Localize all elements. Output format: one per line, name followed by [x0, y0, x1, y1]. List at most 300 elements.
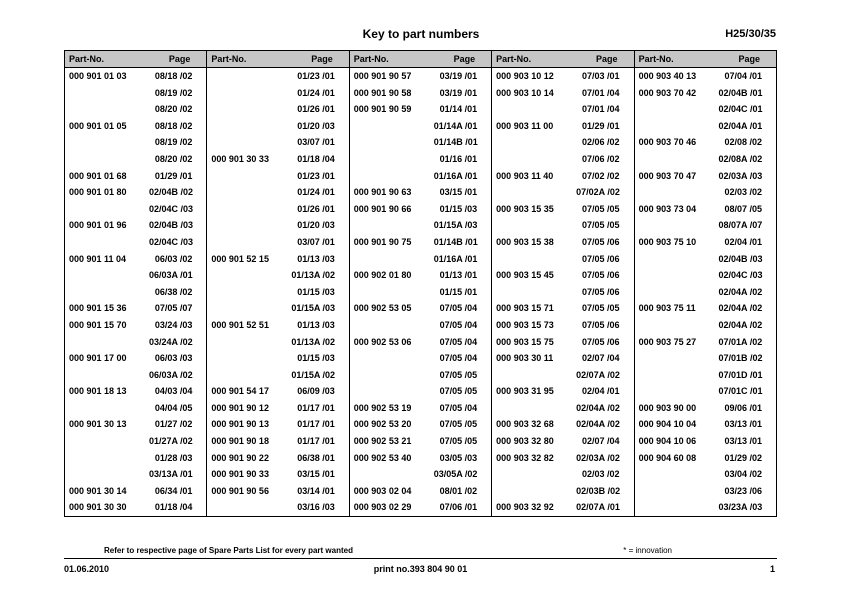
part-no-cell: 000 903 70 47: [634, 168, 714, 185]
page-cell: 06/03 /02: [154, 253, 193, 264]
part-no-cell: [634, 118, 714, 135]
col-header-page: Page: [572, 51, 634, 68]
col-header-part-no: Part-No.: [634, 51, 714, 68]
footer-divider: [64, 558, 777, 559]
footer-page-number: 1: [769, 564, 775, 574]
part-no-cell: 000 901 18 13: [69, 386, 127, 397]
part-no-cell: [207, 168, 287, 185]
page-cell: 07/06 /01: [439, 502, 478, 513]
part-no-cell: 000 902 53 19: [349, 400, 429, 417]
page-cell: 08/18 /02: [154, 120, 193, 131]
part-no-cell: 000 903 15 45: [492, 267, 572, 284]
part-no-cell: [634, 284, 714, 301]
part-no-cell: 000 901 90 66: [349, 201, 429, 218]
part-no-cell: [65, 367, 145, 384]
table-row: [65, 85, 777, 102]
part-no-cell: 000 901 11 04: [69, 253, 127, 264]
parts-table-container: [64, 50, 777, 517]
part-no-cell: [207, 284, 287, 301]
part-no-cell: 000 903 73 04: [634, 201, 714, 218]
page-cell: 07/05 /06: [582, 336, 620, 347]
part-no-cell: 000 902 53 05: [349, 300, 429, 317]
part-no-cell: 000 903 32 82: [492, 450, 572, 467]
part-no-cell: [207, 234, 287, 251]
part-no-cell: [349, 151, 429, 168]
part-no-cell: 000 903 90 00: [634, 400, 714, 417]
part-no-cell: [65, 101, 145, 118]
doc-reference: H25/30/35: [725, 28, 776, 40]
part-no-cell: 000 902 53 20: [349, 416, 429, 433]
table-row: [65, 251, 777, 268]
page-cell: 01/15 /03: [297, 353, 335, 364]
page-cell: 06/38 /02: [154, 286, 193, 297]
part-no-cell: [65, 201, 145, 218]
part-no-cell: [207, 134, 287, 151]
part-no-cell: [634, 350, 714, 367]
page-cell: 01/26 /01: [297, 104, 335, 115]
part-no-cell: [65, 134, 145, 151]
page-cell: 01/15A /03: [291, 303, 336, 314]
page-cell: 07/01 /04: [582, 87, 620, 98]
page-cell: 02/07 /04: [582, 353, 620, 364]
page-cell: 01/14 /01: [439, 104, 478, 115]
page-cell: 03/07 /01: [297, 137, 335, 148]
part-no-cell: [492, 217, 572, 234]
page-cell: 02/03 /02: [724, 187, 762, 198]
part-no-cell: [207, 85, 287, 102]
col-header-page: Page: [145, 51, 207, 68]
page-cell: 02/04A /02: [718, 286, 763, 297]
page-cell: 04/04 /05: [154, 402, 193, 413]
footer-date: 01.06.2010: [64, 564, 110, 574]
page-cell: 07/05 /05: [439, 369, 478, 380]
page-title: Key to part numbers: [362, 27, 480, 41]
part-no-cell: 000 901 90 13: [207, 416, 287, 433]
part-no-cell: 000 901 54 17: [207, 383, 287, 400]
page-cell: 02/04A /02: [576, 419, 620, 430]
part-no-cell: 000 902 53 21: [349, 433, 429, 450]
part-no-cell: 000 901 90 22: [207, 450, 287, 467]
page-cell: 07/01A /02: [718, 336, 763, 347]
table-row: [65, 284, 777, 301]
part-no-cell: 000 901 01 68: [69, 170, 127, 181]
page-cell: 07/05 /06: [582, 270, 620, 281]
part-no-cell: [634, 217, 714, 234]
page-cell: 07/05 /06: [582, 253, 620, 264]
part-no-cell: [207, 267, 287, 284]
page-cell: 08/19 /02: [154, 87, 193, 98]
page-cell: 07/01C /01: [718, 386, 763, 397]
part-no-cell: 000 901 52 15: [207, 251, 287, 268]
table-row: [65, 466, 777, 483]
page-cell: 01/28 /03: [154, 452, 193, 463]
part-no-cell: 000 901 01 80: [69, 187, 127, 198]
table-row: [65, 201, 777, 218]
page-cell: 03/24A /02: [148, 336, 193, 347]
table-row: [65, 151, 777, 168]
part-no-cell: 000 901 01 03: [69, 71, 127, 81]
part-no-cell: [492, 151, 572, 168]
page-cell: 03/15 /01: [297, 469, 335, 480]
page-cell: 02/04A /02: [576, 402, 620, 413]
part-no-cell: [207, 350, 287, 367]
col-header-part-no: Part-No.: [349, 51, 429, 68]
page-cell: 07/05 /04: [439, 353, 478, 364]
page-cell: 02/04C /01: [718, 104, 763, 115]
page-cell: 02/08 /02: [724, 137, 762, 148]
page-cell: 02/07A /02: [576, 369, 620, 380]
table-row: [65, 334, 777, 351]
page-cell: 02/03A /02: [576, 452, 620, 463]
part-no-cell: 000 904 10 06: [634, 433, 714, 450]
page-cell: 02/06 /02: [582, 137, 620, 148]
page-cell: 01/29 /01: [154, 170, 193, 181]
table-row: [65, 400, 777, 417]
part-no-cell: 000 903 15 38: [492, 234, 572, 251]
page-cell: 01/14A /01: [433, 120, 478, 131]
part-no-cell: [65, 234, 145, 251]
page-cell: 09/06 /01: [724, 402, 762, 413]
part-no-cell: 000 903 02 04: [349, 483, 429, 500]
part-no-cell: [65, 433, 145, 450]
page-cell: 08/20 /02: [154, 104, 193, 115]
page-cell: 01/13 /03: [297, 319, 335, 330]
part-no-cell: 000 903 31 95: [492, 383, 572, 400]
part-no-cell: [65, 151, 145, 168]
part-no-cell: [349, 317, 429, 334]
page-cell: 07/05 /07: [154, 303, 193, 314]
page-cell: 01/16 /01: [439, 153, 478, 164]
page-cell: 02/07A /01: [576, 502, 620, 513]
page-cell: 07/05 /04: [439, 319, 478, 330]
footnote-row: [64, 546, 777, 555]
page-cell: 01/16A /01: [433, 170, 478, 181]
table-row: [65, 168, 777, 185]
page-cell: 01/27A /02: [148, 436, 193, 447]
part-no-cell: [349, 367, 429, 384]
page-cell: 01/15A /03: [433, 220, 478, 231]
page-cell: 01/24 /01: [297, 187, 335, 198]
table-row: [65, 416, 777, 433]
table-body: [65, 68, 777, 517]
part-no-cell: 000 904 10 04: [634, 416, 714, 433]
page-cell: 01/15 /03: [439, 203, 478, 214]
part-no-cell: 000 903 15 75: [492, 334, 572, 351]
page-cell: 07/05 /04: [439, 402, 478, 413]
part-no-cell: 000 901 90 63: [349, 184, 429, 201]
col-header-part-no: Part-No.: [65, 51, 145, 68]
page-cell: 06/34 /01: [154, 485, 193, 496]
page-cell: 03/13 /01: [724, 436, 762, 447]
part-no-cell: 000 903 75 11: [634, 300, 714, 317]
part-no-cell: 000 903 11 40: [492, 168, 572, 185]
page-cell: 02/07 /04: [582, 436, 620, 447]
part-no-cell: 000 901 17 00: [69, 353, 127, 364]
page-cell: 07/03 /01: [582, 71, 620, 81]
table-row: [65, 217, 777, 234]
part-no-cell: 000 904 60 08: [634, 450, 714, 467]
page-cell: 03/15 /01: [439, 187, 478, 198]
page-cell: 07/05 /05: [439, 419, 478, 430]
part-no-cell: [207, 68, 287, 85]
page-cell: 02/03 /02: [582, 469, 620, 480]
page-cell: 01/13 /01: [439, 270, 478, 281]
part-no-cell: [65, 400, 145, 417]
part-no-cell: 000 903 15 35: [492, 201, 572, 218]
part-no-cell: 000 901 90 58: [349, 85, 429, 102]
part-no-cell: 000 903 70 46: [634, 134, 714, 151]
part-no-cell: 000 901 30 13: [69, 419, 127, 430]
part-no-cell: [634, 101, 714, 118]
part-no-cell: 000 901 90 56: [207, 483, 287, 500]
footer-bar: [64, 564, 777, 578]
part-no-cell: [492, 251, 572, 268]
part-no-cell: 000 901 15 36: [69, 303, 127, 314]
page-cell: 01/23 /01: [297, 170, 335, 181]
part-no-cell: [349, 284, 429, 301]
part-no-cell: [634, 251, 714, 268]
part-no-cell: 000 903 32 92: [492, 499, 572, 516]
page-header: [0, 27, 842, 45]
part-no-cell: 000 903 70 42: [634, 85, 714, 102]
page-cell: 02/03A /03: [718, 170, 763, 181]
page-cell: 08/18 /02: [154, 71, 193, 81]
page-cell: 02/04A /02: [718, 319, 763, 330]
table-row: [65, 267, 777, 284]
part-no-cell: 000 903 02 29: [349, 499, 429, 516]
table-row: [65, 433, 777, 450]
part-no-cell: 000 903 15 73: [492, 317, 572, 334]
col-header-page: Page: [287, 51, 349, 68]
part-no-cell: [349, 217, 429, 234]
part-no-cell: [349, 466, 429, 483]
page-cell: 02/04C /03: [148, 236, 193, 247]
part-no-cell: [207, 101, 287, 118]
page-cell: 07/05 /05: [582, 220, 620, 231]
page-cell: 01/14B /01: [433, 137, 478, 148]
page-cell: 07/05 /06: [582, 236, 620, 247]
page-cell: 02/04B /02: [148, 187, 193, 198]
table-row: [65, 134, 777, 151]
part-no-cell: [634, 317, 714, 334]
page-cell: 07/05 /06: [582, 286, 620, 297]
page-cell: 02/04B /03: [718, 253, 763, 264]
page-cell: 07/05 /05: [582, 303, 620, 314]
page-cell: 06/38 /01: [297, 452, 335, 463]
page-cell: 01/18 /04: [297, 153, 335, 164]
part-no-cell: 000 901 15 70: [69, 319, 127, 330]
page-cell: 07/02 /02: [582, 170, 620, 181]
page-cell: 02/04B /03: [148, 220, 193, 231]
part-no-cell: [207, 334, 287, 351]
page-cell: 03/13A /01: [148, 469, 193, 480]
part-no-cell: [634, 383, 714, 400]
page-cell: 01/13 /03: [297, 253, 335, 264]
table-row: [65, 300, 777, 317]
part-no-cell: 000 901 90 18: [207, 433, 287, 450]
part-no-cell: [634, 367, 714, 384]
page-cell: 01/24 /01: [297, 87, 335, 98]
page-cell: 07/02A /02: [576, 187, 620, 198]
page-cell: 01/16A /01: [433, 253, 478, 264]
part-no-cell: 000 903 75 10: [634, 234, 714, 251]
page-cell: 01/26 /01: [297, 203, 335, 214]
page-cell: 03/05A /02: [433, 469, 478, 480]
part-no-cell: [65, 284, 145, 301]
part-no-cell: [207, 217, 287, 234]
page-cell: 01/17 /01: [297, 402, 335, 413]
part-no-cell: 000 901 30 30: [69, 502, 127, 513]
page-cell: 07/06 /02: [582, 153, 620, 164]
part-no-cell: 000 903 40 13: [634, 68, 714, 85]
page-cell: 03/19 /01: [439, 87, 478, 98]
part-no-cell: 000 901 90 75: [349, 234, 429, 251]
page-cell: 03/13 /01: [724, 419, 762, 430]
page-cell: 02/03B /02: [576, 485, 621, 496]
page-cell: 01/17 /01: [297, 436, 335, 447]
page-cell: 01/15 /01: [439, 286, 478, 297]
part-no-cell: 000 902 53 06: [349, 334, 429, 351]
part-no-cell: [207, 184, 287, 201]
part-no-cell: [492, 134, 572, 151]
part-no-cell: [349, 118, 429, 135]
part-no-cell: 000 901 90 33: [207, 466, 287, 483]
part-no-cell: 000 901 90 12: [207, 400, 287, 417]
part-no-cell: 000 903 15 71: [492, 300, 572, 317]
page-cell: 04/03 /04: [154, 386, 193, 397]
table-row: [65, 450, 777, 467]
part-no-cell: 000 903 32 68: [492, 416, 572, 433]
page-cell: 01/13A /02: [291, 336, 336, 347]
page-cell: 03/04 /02: [724, 469, 762, 480]
part-no-cell: [65, 334, 145, 351]
page-cell: 03/07 /01: [297, 236, 335, 247]
page-cell: 02/04 /01: [582, 386, 620, 397]
part-no-cell: [65, 85, 145, 102]
page-cell: 03/24 /03: [154, 319, 193, 330]
part-no-cell: [65, 466, 145, 483]
page-cell: 01/20 /03: [297, 120, 335, 131]
part-no-cell: 000 903 11 00: [492, 118, 572, 135]
part-no-cell: [492, 400, 572, 417]
part-no-cell: 000 901 30 33: [207, 151, 287, 168]
page-cell: 07/01D /01: [718, 369, 763, 380]
page-cell: 01/18 /04: [154, 502, 193, 513]
part-no-cell: [349, 134, 429, 151]
page-cell: 03/05 /03: [439, 452, 478, 463]
page-cell: 01/15 /03: [297, 286, 335, 297]
part-no-cell: [349, 350, 429, 367]
page-cell: 08/01 /02: [439, 485, 478, 496]
table-row: [65, 101, 777, 118]
part-no-cell: 000 903 10 12: [492, 68, 572, 85]
table-row: [65, 350, 777, 367]
part-no-cell: [492, 367, 572, 384]
page-cell: 08/07A /07: [718, 220, 763, 231]
table-header: [65, 51, 777, 68]
part-no-cell: [492, 101, 572, 118]
page-cell: 02/08A /02: [718, 153, 763, 164]
part-no-cell: 000 901 30 14: [69, 485, 127, 496]
page-cell: 03/19 /01: [439, 71, 478, 81]
part-no-cell: [65, 267, 145, 284]
footer-print-no: print no.393 804 90 01: [373, 564, 468, 574]
page-cell: 01/27 /02: [154, 419, 193, 430]
part-no-cell: [207, 499, 287, 516]
part-no-cell: [634, 151, 714, 168]
page-cell: 07/01 /04: [582, 104, 620, 115]
page-cell: 06/03 /03: [154, 353, 193, 364]
part-no-cell: [492, 184, 572, 201]
part-no-cell: 000 903 30 11: [492, 350, 572, 367]
table-row: [65, 118, 777, 135]
page-cell: 07/05 /05: [439, 436, 478, 447]
part-no-cell: [492, 466, 572, 483]
page-cell: 02/04 /01: [724, 236, 762, 247]
part-no-cell: [207, 367, 287, 384]
page-cell: 07/05 /05: [439, 386, 478, 397]
page-cell: 07/04 /01: [724, 71, 762, 81]
part-no-cell: [349, 168, 429, 185]
part-no-cell: 000 901 90 59: [349, 101, 429, 118]
table-row: [65, 234, 777, 251]
table-row: [65, 68, 777, 85]
page-cell: 01/14B /01: [433, 236, 478, 247]
table-row: [65, 383, 777, 400]
page-cell: 01/23 /01: [297, 71, 335, 81]
table-row: [65, 184, 777, 201]
page-cell: 01/29 /01: [582, 120, 620, 131]
page-cell: 02/04A /02: [718, 303, 763, 314]
part-no-cell: 000 902 01 80: [349, 267, 429, 284]
page-cell: 07/05 /04: [439, 336, 478, 347]
part-no-cell: [207, 300, 287, 317]
part-no-cell: 000 901 01 96: [69, 220, 127, 231]
col-header-page: Page: [715, 51, 777, 68]
part-no-cell: [207, 201, 287, 218]
page-cell: 06/03A /01: [148, 270, 193, 281]
part-no-cell: 000 901 52 51: [207, 317, 287, 334]
table-row: [65, 483, 777, 500]
page-cell: 02/04A /01: [718, 120, 763, 131]
parts-table: [64, 50, 777, 517]
page-cell: 01/20 /03: [297, 220, 335, 231]
col-header-part-no: Part-No.: [207, 51, 287, 68]
page-cell: 01/13A /02: [291, 270, 336, 281]
part-no-cell: [634, 267, 714, 284]
part-no-cell: [207, 118, 287, 135]
page-cell: 01/29 /02: [724, 452, 762, 463]
page-cell: 03/23A /03: [718, 502, 763, 513]
part-no-cell: 000 901 90 57: [349, 68, 429, 85]
part-no-cell: [634, 184, 714, 201]
table-row: [65, 367, 777, 384]
page-cell: 01/15A /02: [291, 369, 336, 380]
col-header-page: Page: [430, 51, 492, 68]
part-no-cell: 000 903 32 80: [492, 433, 572, 450]
part-no-cell: 000 903 10 14: [492, 85, 572, 102]
refer-note: Refer to respective page of Spare Parts List for every part wanted: [104, 546, 353, 555]
part-no-cell: [65, 450, 145, 467]
header-row: [65, 51, 777, 68]
page-cell: 03/23 /06: [724, 485, 762, 496]
page-cell: 03/16 /03: [297, 502, 335, 513]
part-no-cell: 000 903 75 27: [634, 334, 714, 351]
part-no-cell: 000 902 53 40: [349, 450, 429, 467]
page-cell: 07/01B /02: [718, 353, 763, 364]
part-no-cell: [634, 466, 714, 483]
page-cell: 07/05 /04: [439, 303, 478, 314]
